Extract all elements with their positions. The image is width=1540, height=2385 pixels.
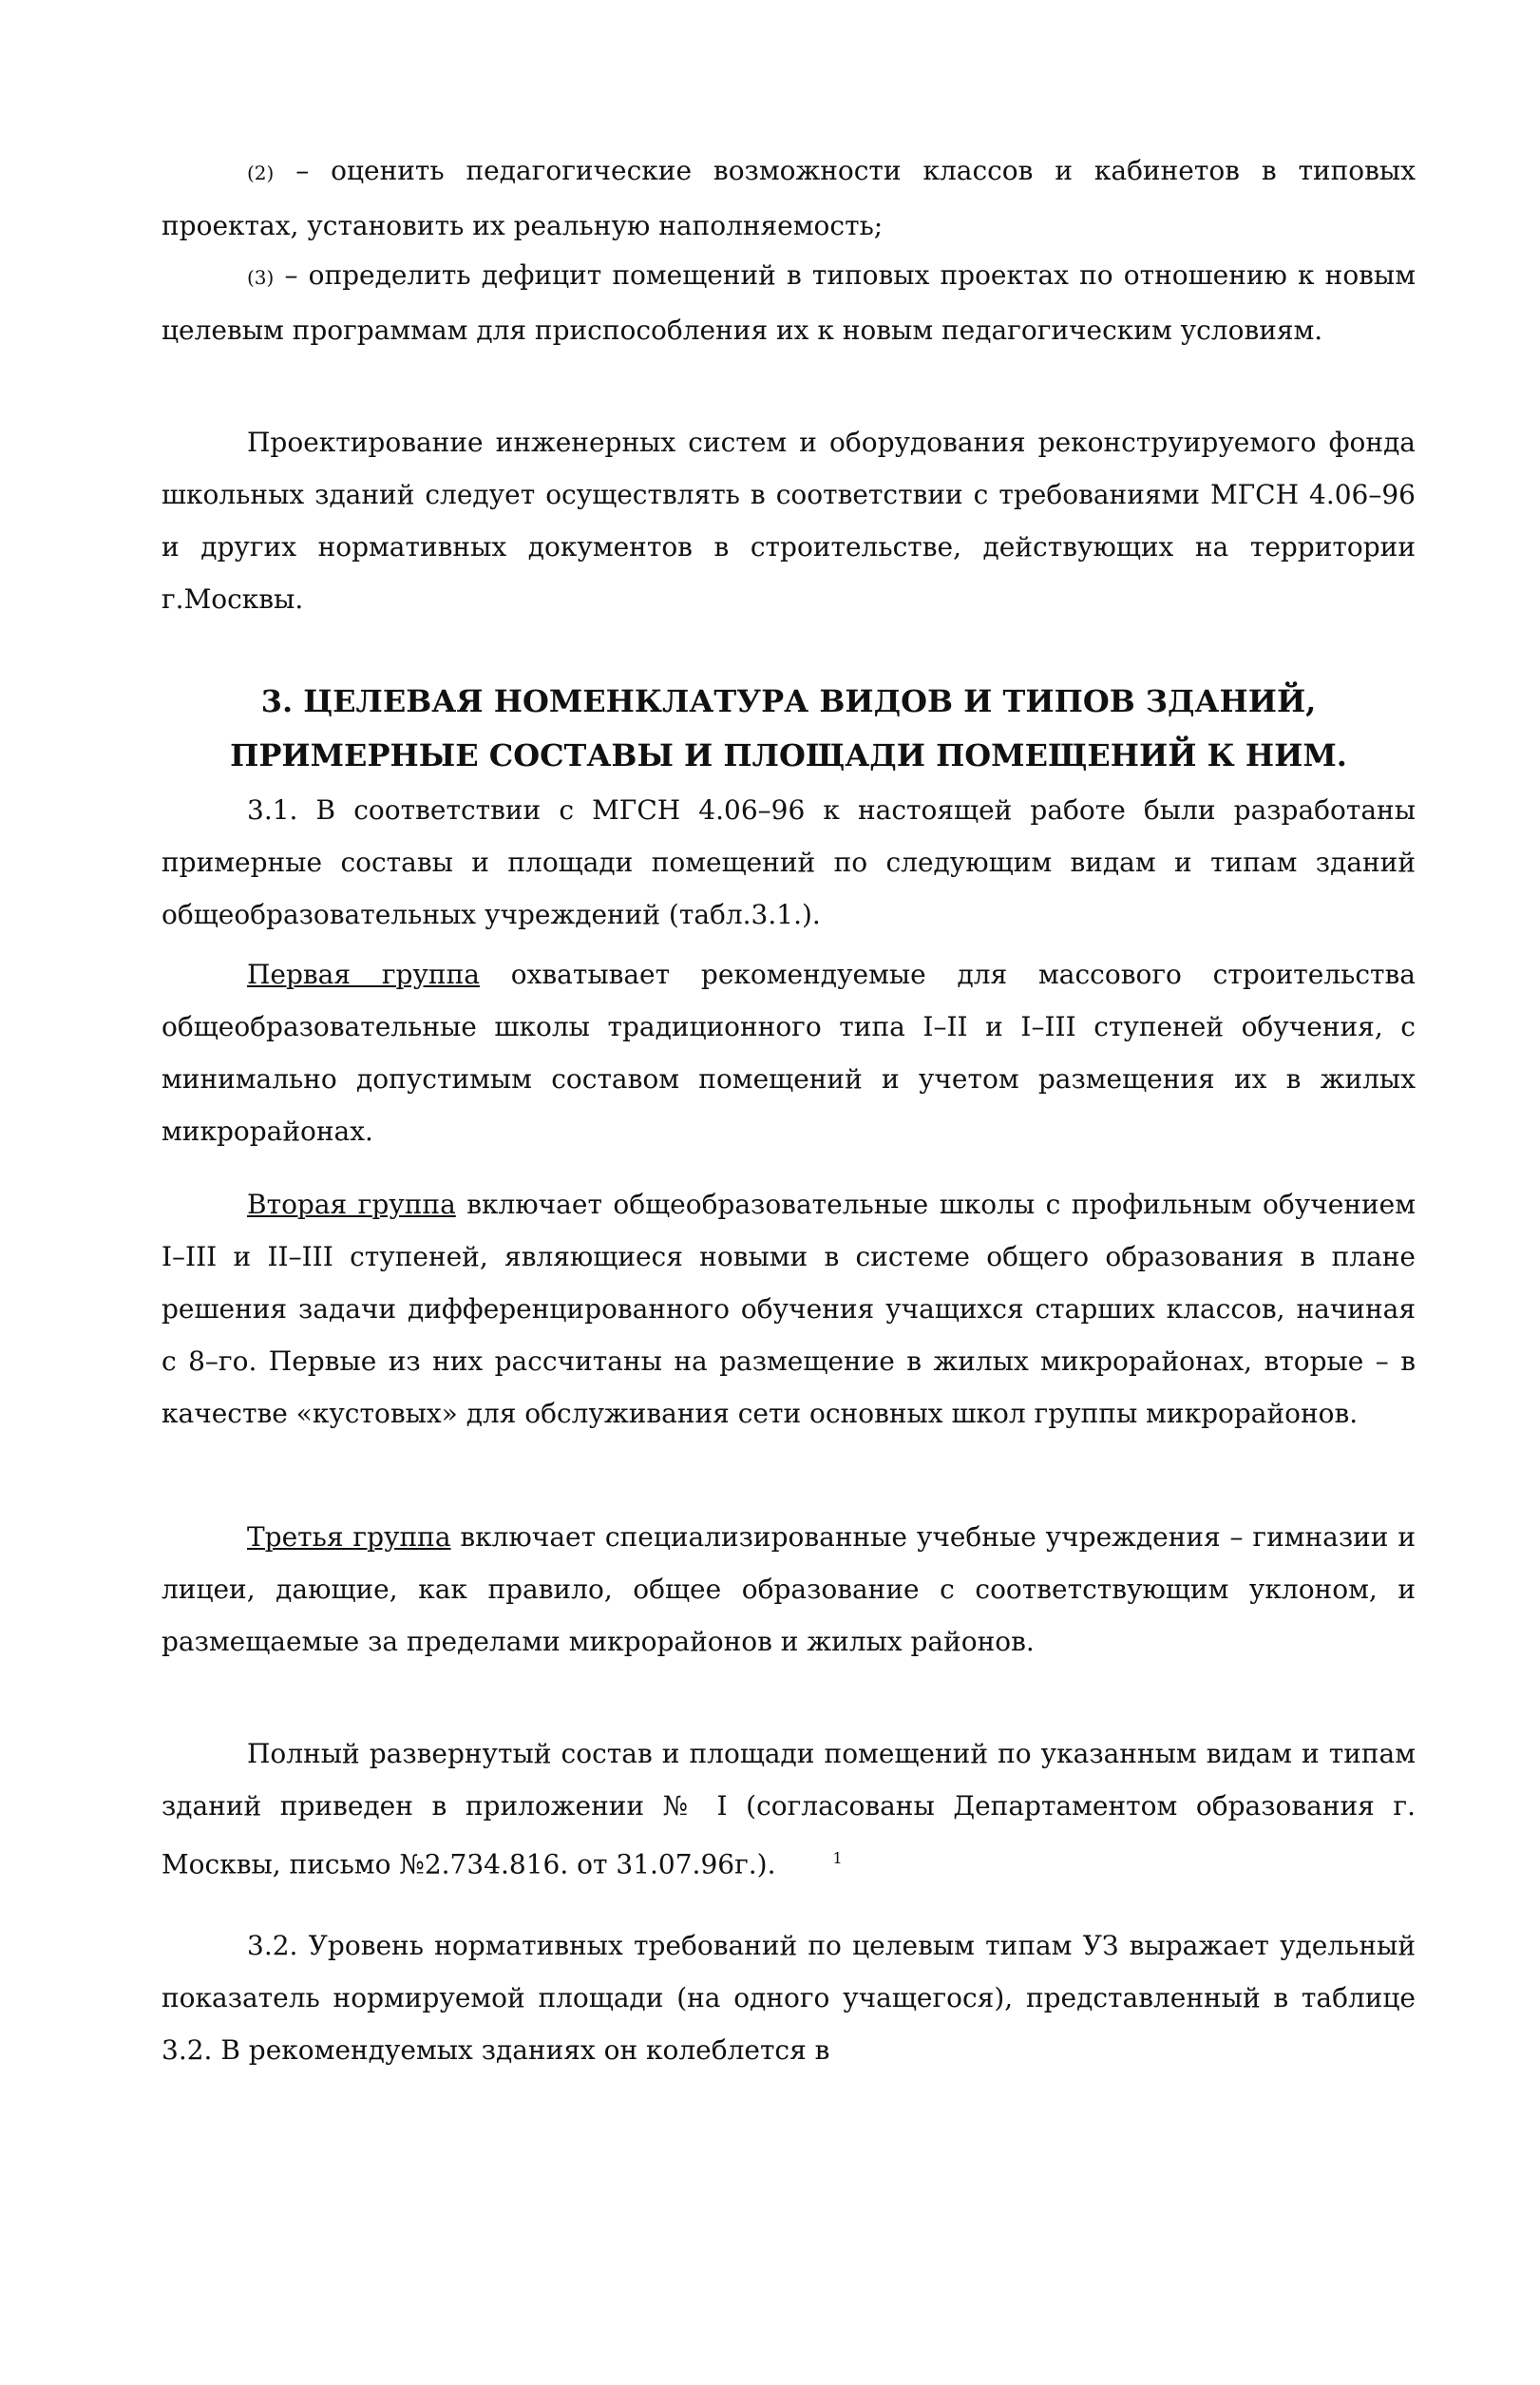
paragraph-3-1: 3.1. В соответствии с МГСН 4.06–96 к настоящей работе были разработаны примерные составы и площади помещений по следующим видам и типам зданий общеобразовательных учреждений (табл.3.1.). bbox=[162, 794, 1416, 930]
group-3-label: Третья группа bbox=[247, 1521, 451, 1553]
group-2-paragraph bbox=[162, 1178, 1416, 1440]
group-3-paragraph bbox=[162, 1511, 1416, 1668]
full-composition-text: Полный развернутый состав и площади помещений по указанным видам и типам зданий приведен в приложении № I (согласованы Департаментом образования г. Москвы, письмо №2.734.816. от 31.07.96г.). bbox=[162, 1738, 1416, 1880]
section-heading-line-1: 3. ЦЕЛЕВАЯ НОМЕНКЛАТУРА ВИДОВ И ТИПОВ ЗДАНИЙ, bbox=[260, 683, 1317, 719]
group-1-text: охватывает рекомендуемые для массового строительства общеобразовательные школы традиционного типа I–II и I–III ступеней обучения, с минимально допустимым составом помещений и учетом размещения их в жилых микрорайонах. bbox=[162, 959, 1416, 1147]
full-composition-paragraph bbox=[162, 1727, 1416, 1890]
list-item-3 bbox=[162, 249, 1416, 356]
group-1-paragraph bbox=[162, 948, 1416, 1157]
list-item-3-number: (3) bbox=[247, 266, 275, 289]
group-2-label: Вторая группа bbox=[247, 1189, 456, 1220]
group-1-label: Первая группа bbox=[247, 959, 480, 990]
list-item-2 bbox=[162, 144, 1416, 252]
section-heading-line-2: ПРИМЕРНЫЕ СОСТАВЫ И ПЛОЩАДИ ПОМЕЩЕНИЙ К НИМ. bbox=[230, 737, 1347, 773]
list-item-2-text: – оценить педагогические возможности классов и кабинетов в типовых проектах, установить их реальную наполняемость; bbox=[162, 155, 1416, 241]
list-item-3-text: – определить дефицит помещений в типовых проектах по отношению к новым целевым программам для приспособления их к новым педагогическим условиям. bbox=[162, 259, 1416, 346]
footnote-mark: 1 bbox=[832, 1849, 843, 1867]
list-item-2-number: (2) bbox=[247, 162, 275, 184]
paragraph-3-2: 3.2. Уровень нормативных требований по целевым типам УЗ выражает удельный показатель нормируемой площади (на одного учащегося), представленный в таблице 3.2. В рекомендуемых зданиях он колеблется в bbox=[162, 1930, 1416, 2066]
group-3-text: включает специализированные учебные учреждения – гимназии и лицеи, дающие, как правило, общее образование с соответствующим уклоном, и размещаемые за пределами микрорайонов и жилых районов. bbox=[162, 1521, 1416, 1657]
design-paragraph: Проектирование инженерных систем и оборудования реконструируемого фонда школьных зданий следует осуществлять в соответствии с требованиями МГСН 4.06–96 и других нормативных документов в строительстве, действующих на территории г.Москвы. bbox=[162, 427, 1416, 615]
group-2-text: включает общеобразовательные школы с профильным обучением I–III и II–III ступеней, являющиеся новыми в системе общего образования в плане решения задачи дифференцированного обучения учащихся старших классов, начиная с 8–го. Первые из них рассчитаны на размещение в жилых микрорайонах, вторые – в качестве «кустовых» для обслуживания сети основных школ группы микрорайонов. bbox=[162, 1189, 1416, 1429]
